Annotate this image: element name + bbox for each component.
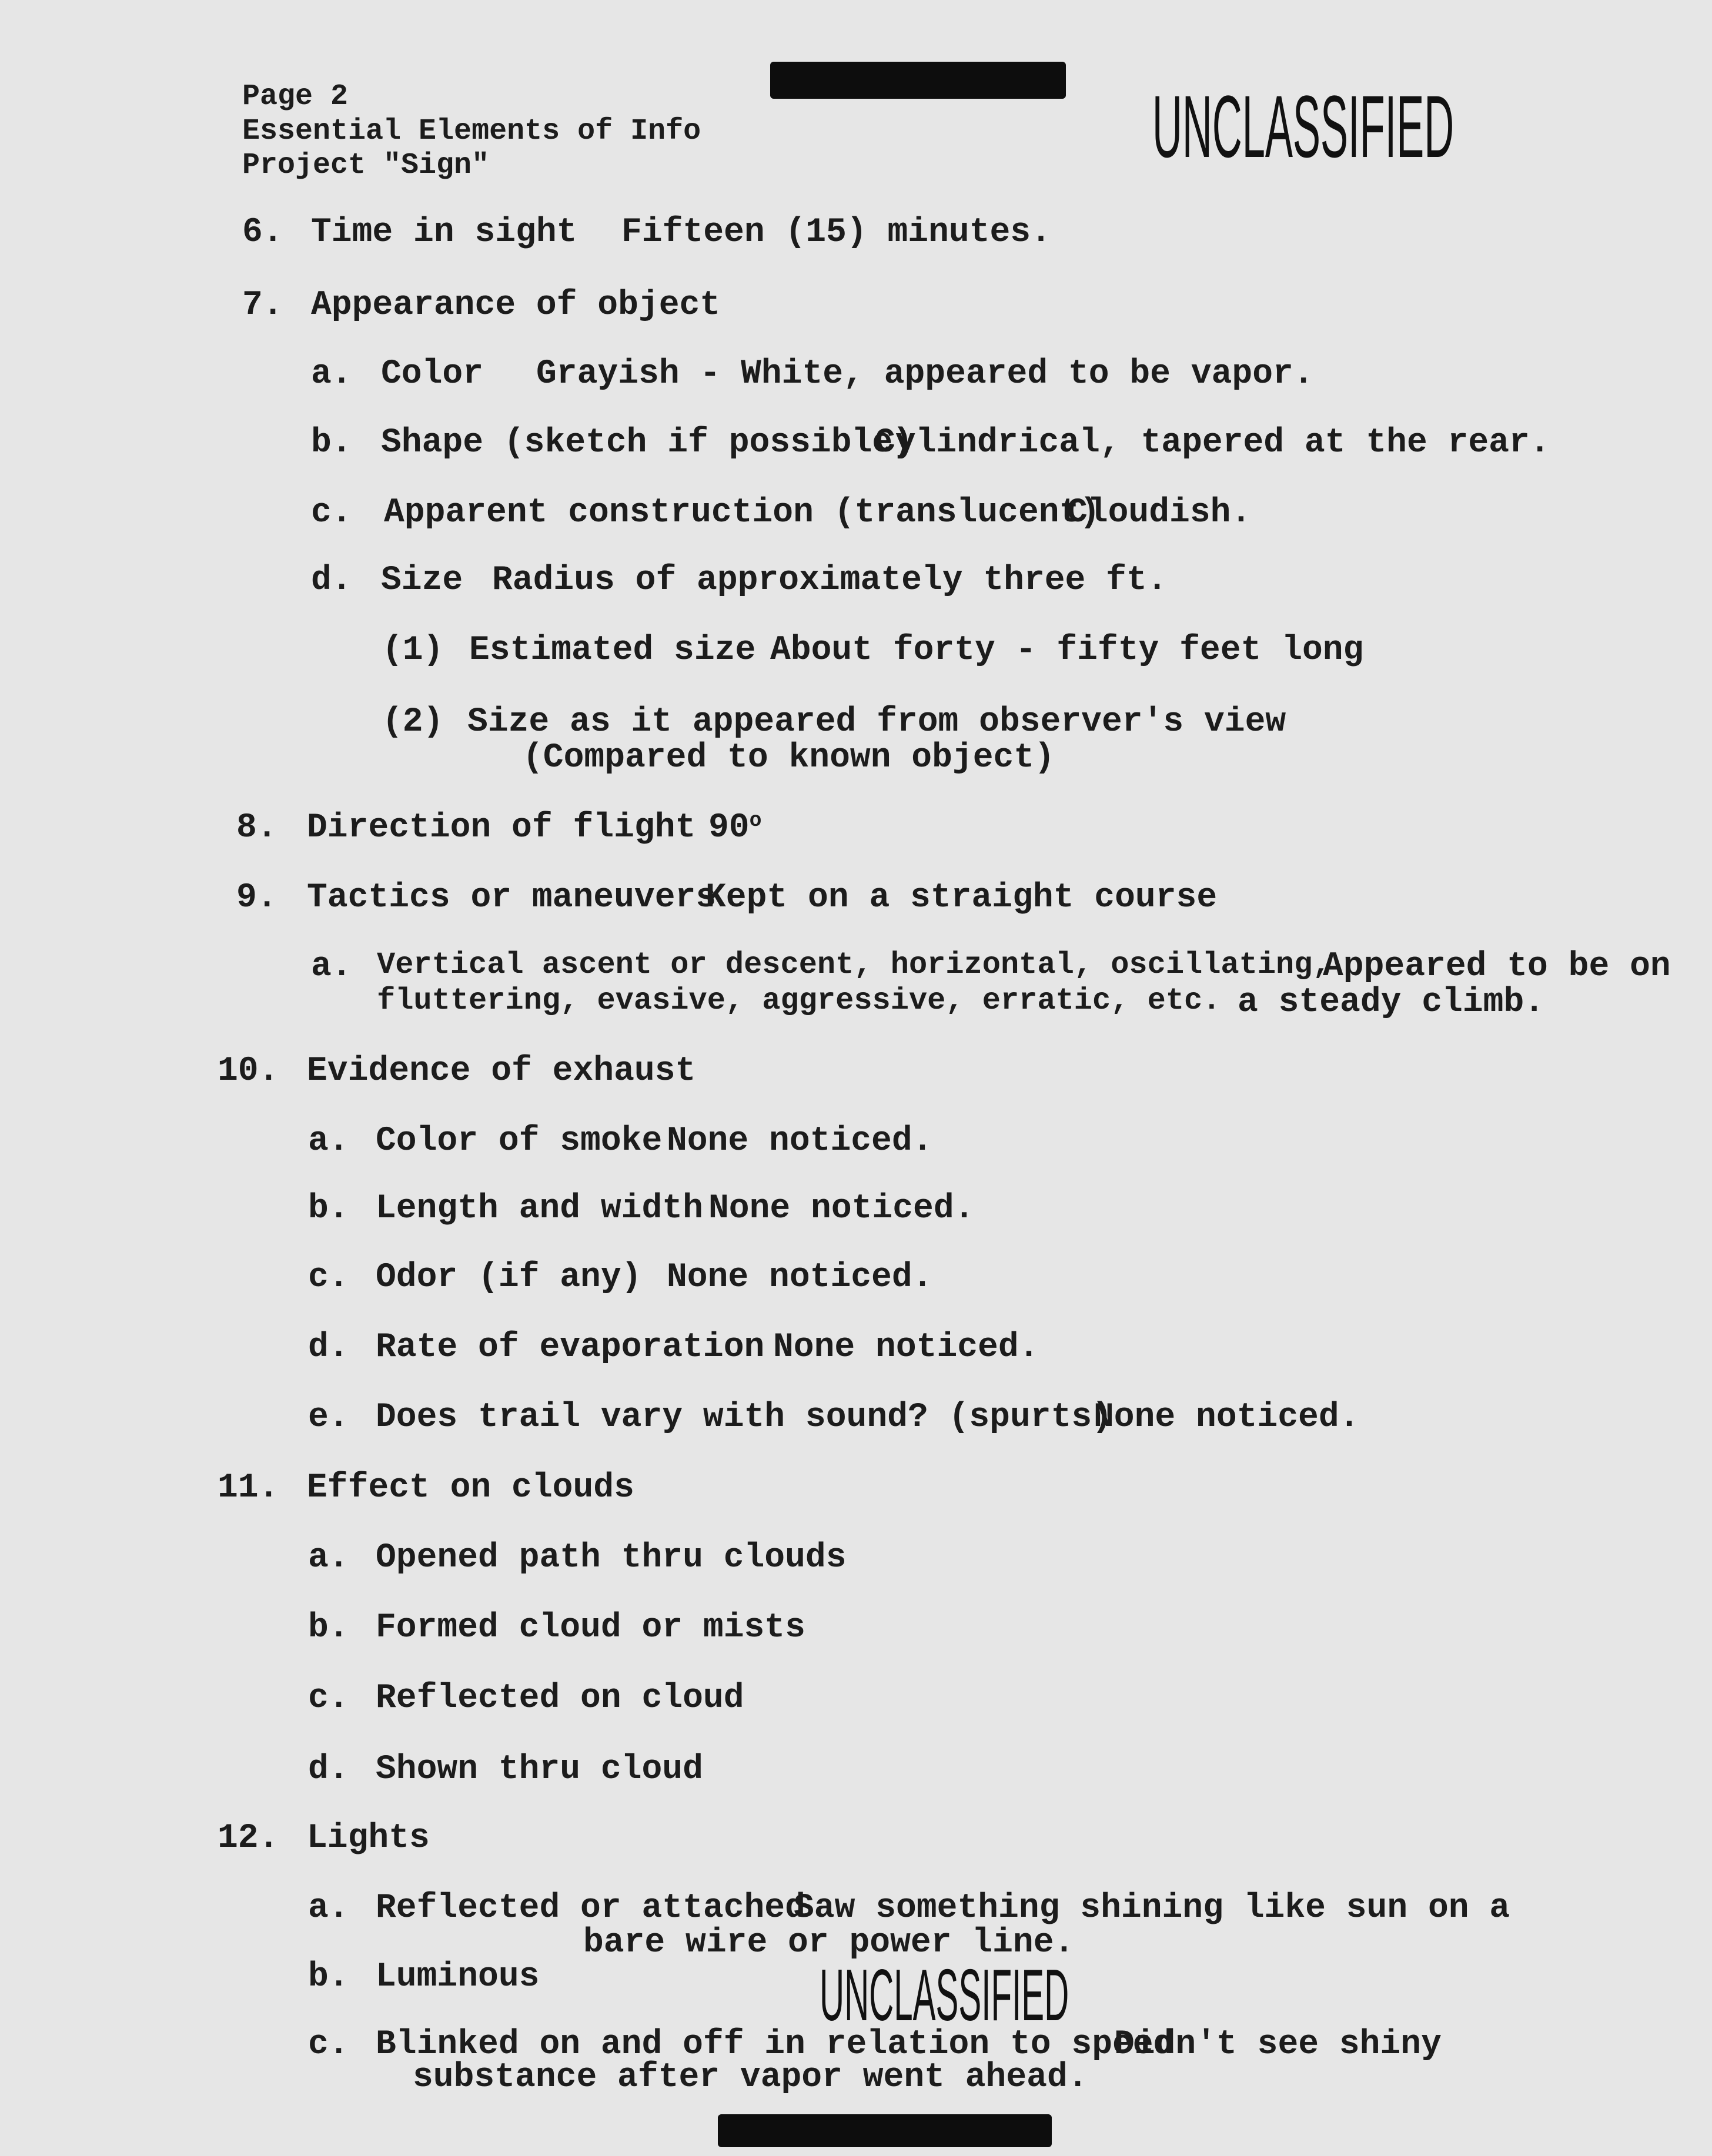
subitem-answer: None noticed. <box>708 1190 975 1228</box>
subitem-answer-continued: a steady climb. <box>1238 983 1545 1022</box>
subsubitem-number: (1) <box>382 631 444 669</box>
item-number: 9. <box>236 879 277 917</box>
subitem-answer: Grayish - White, appeared to be vapor. <box>536 355 1314 393</box>
subitem-label: Shown thru cloud <box>376 1750 703 1789</box>
unclassified-stamp-top: UNCLASSIFIED <box>1152 77 1454 176</box>
subitem-label: Reflected or attached <box>376 1889 805 1927</box>
answer-value: 90 <box>708 809 750 847</box>
item-number: 8. <box>236 809 277 847</box>
subitem-number: a. <box>308 1889 349 1927</box>
unclassified-stamp-bottom: UNCLASSIFIED <box>820 1955 1069 2036</box>
subitem-number: e. <box>308 1398 349 1437</box>
subitem-label: Color of smoke <box>376 1122 663 1160</box>
subitem-label: Luminous <box>376 1958 540 1996</box>
subitem-answer: None noticed. <box>1094 1398 1360 1437</box>
item-label: Time in sight <box>311 213 577 252</box>
subitem-answer: None noticed. <box>667 1122 933 1160</box>
subsubitem-answer: About forty - fifty feet long <box>770 631 1364 669</box>
subsubitem-number: (2) <box>382 703 444 741</box>
subitem-number: b. <box>308 1609 349 1647</box>
subitem-number: b. <box>308 1958 349 1996</box>
subitem-answer: Radius of approximately three ft. <box>492 561 1168 600</box>
page-number: Page 2 <box>242 80 349 113</box>
item-label: Effect on clouds <box>307 1469 634 1507</box>
subitem-number: b. <box>311 424 352 462</box>
subitem-number: a. <box>308 1539 349 1577</box>
item-number: 7. <box>242 286 283 324</box>
subitem-answer: Cloudish. <box>1067 494 1252 532</box>
subitem-label: Apparent construction (translucent) <box>384 494 1101 532</box>
subitem-label: Shape (sketch if possible) <box>381 424 913 462</box>
subitem-number: a. <box>308 1122 349 1160</box>
subitem-answer-continued: substance after vapor went ahead. <box>413 2058 1088 2097</box>
subitem-answer: Appeared to be on <box>1323 948 1671 986</box>
subitem-answer: Cylindrical, tapered at the rear. <box>875 424 1550 462</box>
subitem-label: Opened path thru clouds <box>376 1539 847 1577</box>
subitem-label: Does trail vary with sound? (spurts) <box>376 1398 1113 1437</box>
redaction-bar-top <box>770 62 1066 99</box>
item-label: Direction of flight <box>307 809 696 847</box>
subitem-label: Length and width <box>376 1190 703 1228</box>
subitem-answer: Didn't see shiny <box>1114 2026 1442 2064</box>
subitem-number: c. <box>308 1258 349 1297</box>
subsubitem-label-continued: (Compared to known object) <box>523 739 1055 777</box>
subitem-number: d. <box>308 1750 349 1789</box>
item-number: 11. <box>218 1469 279 1507</box>
subitem-number: c. <box>308 1679 349 1718</box>
document-subtitle: Essential Elements of Info <box>242 115 701 148</box>
item-label: Tactics or maneuvers <box>307 879 717 917</box>
subitem-number: a. <box>311 948 352 986</box>
item-label: Lights <box>307 1819 430 1857</box>
subitem-number: b. <box>308 1190 349 1228</box>
subitem-number: c. <box>308 2026 349 2064</box>
subitem-label: Color <box>381 355 484 393</box>
subitem-answer: None noticed. <box>773 1328 1039 1367</box>
item-label: Evidence of exhaust <box>307 1052 696 1090</box>
subitem-label: Vertical ascent or descent, horizontal, oscillating, <box>377 948 1331 982</box>
subitem-number: d. <box>311 561 352 600</box>
item-label: Appearance of object <box>311 286 721 324</box>
subitem-label: Formed cloud or mists <box>376 1609 805 1647</box>
item-number: 12. <box>218 1819 279 1857</box>
item-number: 6. <box>242 213 283 252</box>
subsubitem-label: Size as it appeared from observer's view <box>467 703 1286 741</box>
subitem-label: Rate of evaporation <box>376 1328 765 1367</box>
redaction-bar-bottom <box>718 2114 1052 2147</box>
subitem-number: c. <box>311 494 352 532</box>
subitem-label: Size <box>381 561 463 600</box>
subitem-label: Odor (if any) <box>376 1258 642 1297</box>
subitem-answer-continued: bare wire or power line. <box>583 1924 1075 1962</box>
item-answer: Fifteen (15) minutes. <box>621 213 1051 252</box>
subitem-label: Reflected on cloud <box>376 1679 744 1718</box>
project-name: Project "Sign" <box>242 149 490 182</box>
subitem-label: Blinked on and off in relation to speed <box>376 2026 1174 2064</box>
degree-mark: o <box>749 809 762 832</box>
subitem-label-continued: fluttering, evasive, aggressive, erratic, etc. <box>377 983 1221 1018</box>
subitem-answer: Saw something shining like sun on a <box>794 1889 1510 1927</box>
item-answer <box>708 811 762 845</box>
item-number: 10. <box>218 1052 279 1090</box>
subitem-number: a. <box>311 355 352 393</box>
subitem-number: d. <box>308 1328 349 1367</box>
subsubitem-label: Estimated size <box>469 631 756 669</box>
item-answer: Kept on a straight course <box>705 879 1218 917</box>
subitem-answer: None noticed. <box>667 1258 933 1297</box>
